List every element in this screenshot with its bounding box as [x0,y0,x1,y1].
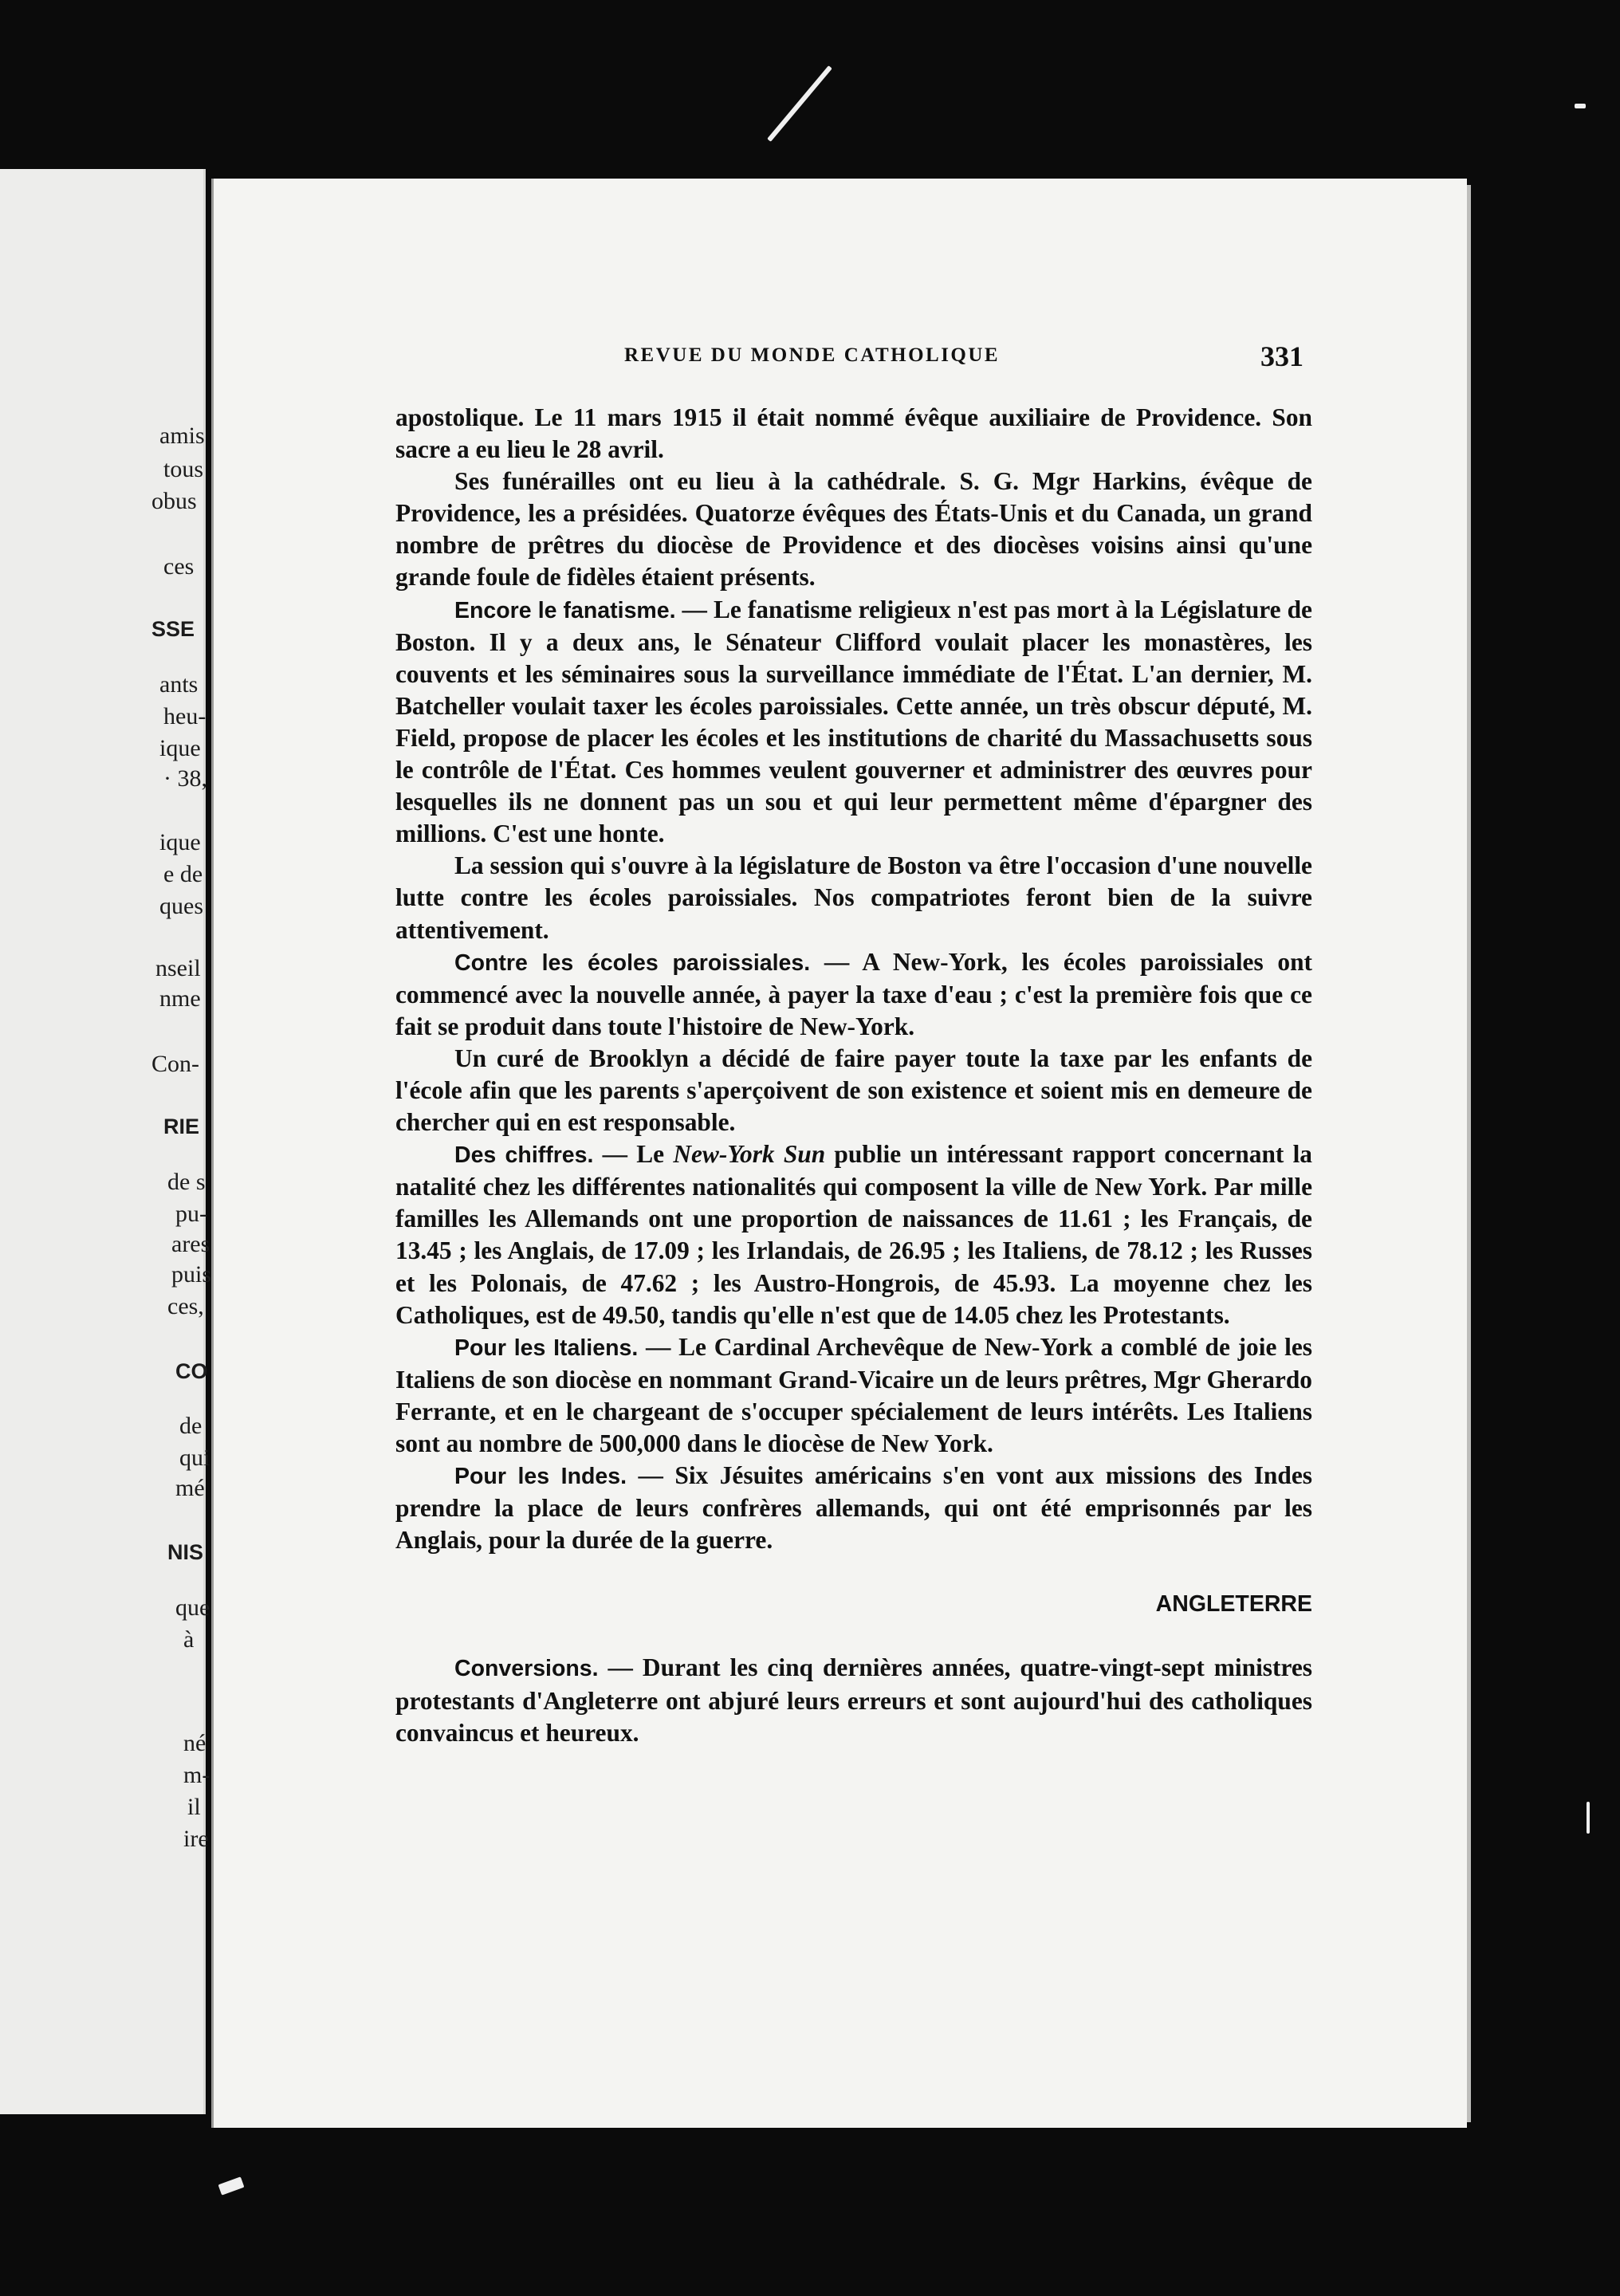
newspaper-title: New-York Sun [673,1140,826,1169]
previous-page-text-fragment: Con- [151,1051,199,1077]
paragraph-text: — Le [593,1140,674,1169]
running-head [214,340,1467,376]
previous-page-text-fragment: ces [163,553,195,580]
previous-page-text-fragment: amis [159,423,205,449]
paragraph [395,1138,1312,1331]
paragraph [395,1460,1312,1556]
paragraph-lead: Pour les Indes. [454,1464,627,1490]
paragraph-text: Ses funérailles ont eu lieu à la cathédrale. S. G. Mgr Harkins, évêque de Providence, les a présidées. Quatorze évêques des États-Unis et du Canada, un grand nombre de prêtres du diocèse de Providence et des diocèses voisins ainsi qu'une grande foule de fidèles étaient présents. [395,467,1312,592]
previous-page-text-fragment: puis [171,1261,212,1288]
paragraph-text: — Le fanatisme religieux n'est pas mort à la Législature de Boston. Il y a deux ans, le Sénateur Clifford voulait placer les monastères, les couvents et les séminaires sous la surveillance immédiate de l'État. L'an dernier, M. Batcheller voulait taxer les écoles paroissiales. Cette année, un très obscur député, M. Field, propose de placer les écoles et les institutions de charité du Massachusetts sous le contrôle de l'État. Ces hommes veulent gouverner et administrer des œuvres pour lesquelles ils ne donnent pas un sou et qui leur permettent même d'épargner des millions. C'est une honte. [395,595,1312,848]
previous-page-text-fragment: mé [175,1475,205,1501]
film-dust [1587,1802,1590,1834]
paragraph-text: — Six Jésuites américains s'en vont aux missions des Indes prendre la place de leurs confrères allemands, qui ont été emprisonnés par les Anglais, pour la durée de la guerre. [395,1461,1312,1555]
previous-page-text-fragment: que [175,1594,210,1621]
previous-page-text-fragment: ique [159,829,201,855]
paragraph-text: La session qui s'ouvre à la législature de Boston va être l'occasion d'une nouvelle lutte contre les écoles paroissiales. Nos compatriotes feront bien de la suivre attentivement. [395,851,1312,944]
article-body [395,402,1312,1749]
paragraph-text: apostolique. Le 11 mars 1915 il était nommé évêque auxiliaire de Providence. Son sacre a eu lieu le 28 avril. [395,403,1312,464]
paragraph [395,1652,1312,1748]
page-number: 331 [1260,340,1303,372]
paragraph [395,594,1312,851]
film-scratch [767,65,832,142]
previous-page-text-fragment: de [179,1413,202,1439]
previous-page-text-fragment: nseil [155,955,201,981]
previous-page-text-fragment: ire [183,1826,209,1852]
previous-page-text-fragment: ques [159,893,203,919]
previous-page-text-fragment: ique [159,735,201,761]
previous-page-text-fragment: qui [179,1445,210,1471]
film-dust [218,2176,245,2195]
previous-page-text-fragment: il [187,1794,201,1820]
paragraph-lead: Conversions. [454,1656,599,1682]
previous-page-text-fragment: NIS [167,1540,204,1564]
previous-page-text-fragment: SSE [151,617,195,641]
previous-page-edge [0,169,212,2114]
previous-page-text-fragment: CO [175,1359,208,1383]
previous-page-text-fragment: heu- [163,703,206,729]
running-title: REVUE DU MONDE CATHOLIQUE [624,344,1001,366]
paragraph [395,466,1312,593]
paragraph-text: Un curé de Brooklyn a décidé de faire payer toute la taxe par les enfants de l'école afin que les parents s'aperçoivent de son existence et soient mis en demeure de chercher qui en est responsable. [395,1044,1312,1137]
paragraph [395,1331,1312,1460]
previous-page-text-fragment: nme [159,985,201,1012]
previous-page-text-fragment: · 38, [163,765,207,792]
film-dust [1575,104,1586,108]
paragraph-lead: Pour les Italiens. [454,1335,639,1361]
previous-page-text-fragment: ces, [167,1293,204,1319]
previous-page-text-fragment: e de [163,861,203,887]
previous-page-text-fragment: né [183,1730,206,1756]
previous-page-text-fragment: pu- [175,1201,207,1227]
paragraph-lead: Contre les écoles paroissiales. [454,949,811,976]
paragraph-text: — Le Cardinal Archevêque de New-York a comblé de joie les Italiens de son diocèse en nommant Grand-Vicaire un de leurs prêtres, Mgr Gherardo Ferrante, et en le chargeant de s'occuper spécialement de leurs intérêts. Les Italiens sont au nombre de 500,000 dans le diocèse de New York. [395,1332,1313,1457]
previous-page-text-fragment: RIE [163,1115,200,1138]
paragraph [395,850,1312,946]
previous-page-text-fragment: obus [151,488,197,514]
paragraph-text: — Durant les cinq dernières années, quatre-vingt-sept ministres protestants d'Angleterre ont abjuré leurs erreurs et sont aujourd'hui des catholiques convaincus et heureux. [395,1653,1312,1747]
paragraph [395,1043,1312,1138]
previous-page-text-fragment: tous [163,456,204,482]
section-heading: ANGLETERRE [1155,1591,1312,1618]
paragraph-lead: Des chiffres. [454,1142,594,1169]
previous-page-text-fragment: de s [167,1169,206,1195]
paragraph-text: publie un intéressant rapport concernant la natalité chez les différentes nationalités qui composent la ville de New York. Par mille familles les Allemands ont une proportion de naissances de 11.61 ; les Français, de 13.45 ; les Anglais, de 17.09 ; les Irlandais, de 26.95 ; les Italiens, de 78.12 ; les Russes et les Polonais, de 47.62 ; les Austro-Hongrois, de 45.93. La moyenne chez les Catholiques, est de 49.50, tandis qu'elle n'est que de 14.05 chez les Protestants. [395,1140,1312,1329]
paragraph [395,946,1312,1043]
previous-page-text-fragment: à [183,1626,195,1653]
paragraph-lead: Encore le fanatisme. [454,597,676,623]
paragraph [395,402,1312,466]
previous-page-text-fragment: ants [159,671,199,698]
previous-page-text-fragment: m- [183,1762,210,1788]
previous-page-text-fragment: ares [171,1231,210,1257]
paragraph-text: — A New-York, les écoles paroissiales ont commencé avec la nouvelle année, à payer la taxe d'eau ; c'est la première fois que ce fait se produit dans toute l'histoire de New-York. [395,947,1312,1040]
document-page [211,179,1467,2128]
